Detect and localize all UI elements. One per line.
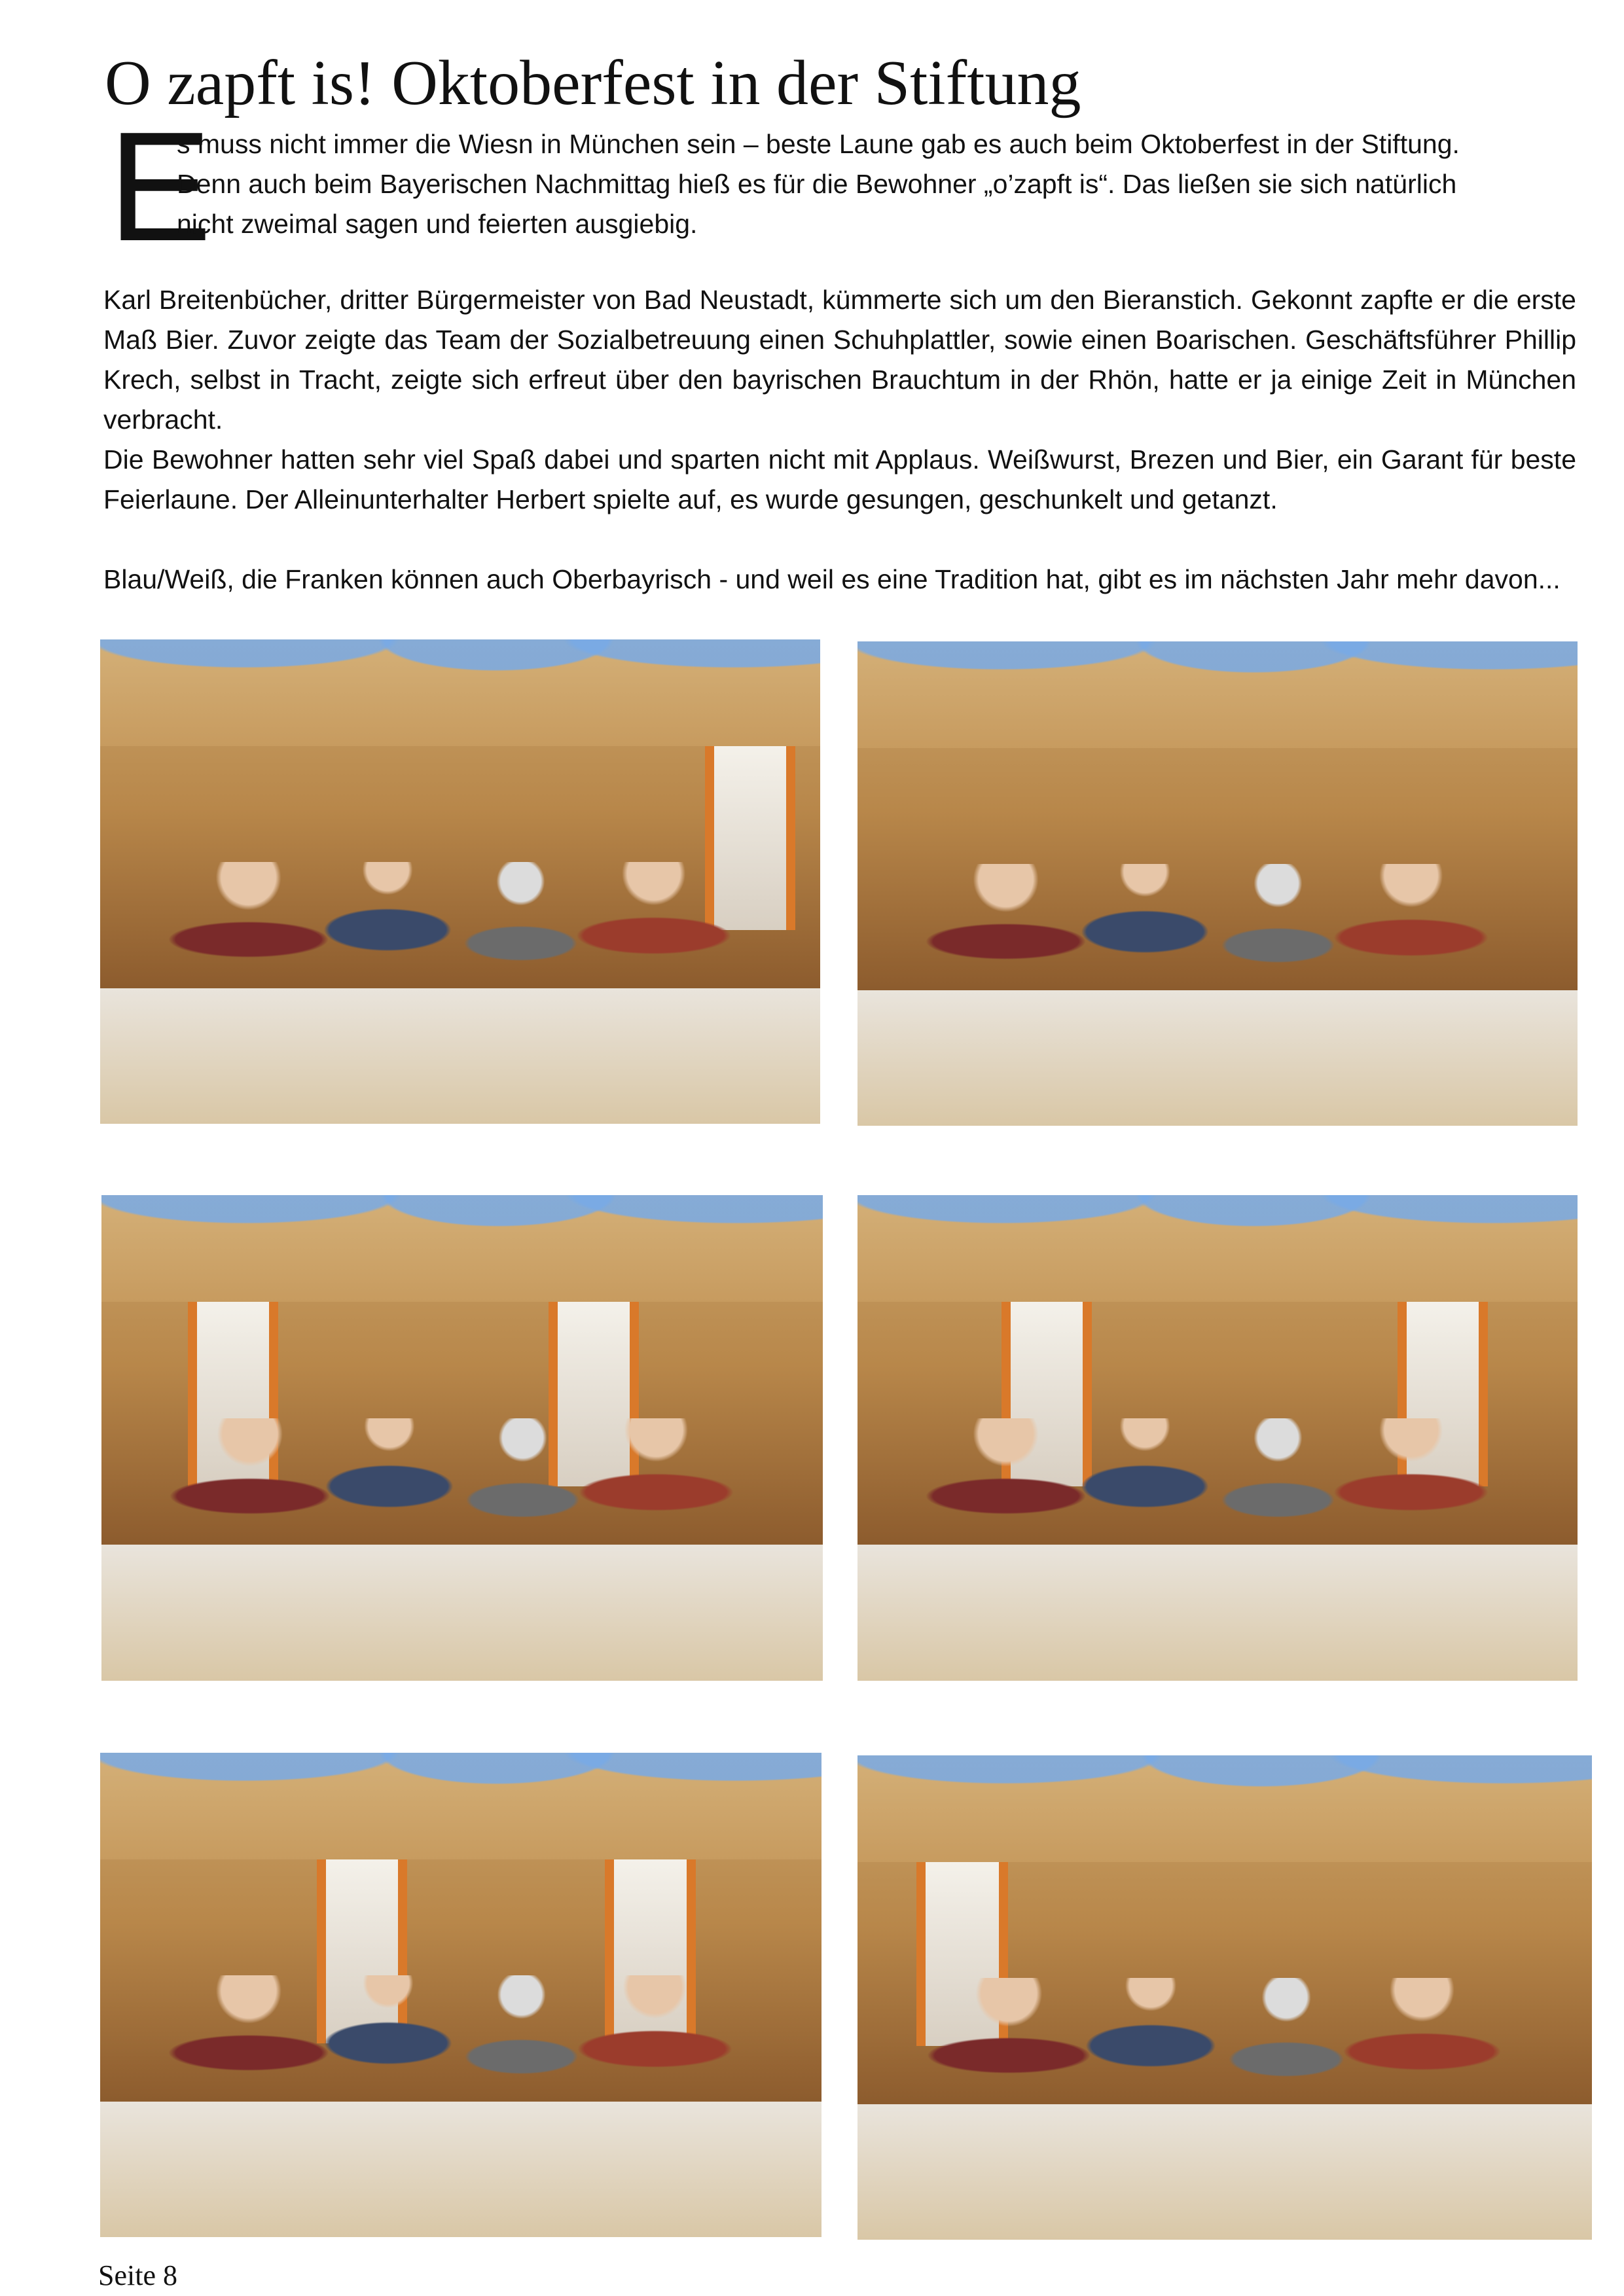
paragraph-bieranstich: Karl Breitenbücher, dritter Bürgermeister von Bad Neustadt, kümmerte sich um den Bieranstich. Gekonnt zapfte er die erste Maß Bier. Zuvor zeigte das Team der Sozialbetreuung einen Schuhplattler, sowie einen Boarischen. Geschäftsführer Phillip Krech, selbst in Tracht, zeigte sich erfreut über den bayrischen Brauchtum in der Rhön, hatte er ja einige Zeit in München verbracht. xyxy=(103,285,1576,435)
article-body xyxy=(103,280,1576,600)
intro-line: Denn auch beim Bayerischen Nachmittag hieß es für die Bewohner „o’zapft is“. Das ließen sie sich natürlich xyxy=(177,169,1457,199)
photo-residents-at-long-table xyxy=(857,1195,1578,1681)
photo-musician-and-manager-on-stage xyxy=(857,641,1578,1126)
photo-dancing-in-tracht xyxy=(857,1755,1592,2240)
page-number: Seite 8 xyxy=(98,2259,177,2291)
photo-residents-at-tables xyxy=(101,1195,823,1681)
drop-cap: E xyxy=(108,100,212,274)
article-title: O zapft is! Oktoberfest in der Stiftung xyxy=(105,48,1081,118)
photo-two-residents-seated xyxy=(100,1753,821,2237)
intro-paragraph xyxy=(177,124,1576,244)
paragraph-tradition: Blau/Weiß, die Franken können auch Oberbayrisch - und weil es eine Tradition hat, gibt es im nächsten Jahr mehr davon... xyxy=(103,564,1561,594)
photo-festive-hall-tables xyxy=(100,639,820,1124)
intro-line: s muss nicht immer die Wiesn in München sein – beste Laune gab es auch beim Oktoberfest in der Stiftung. xyxy=(177,129,1460,159)
paragraph-bewohner: Die Bewohner hatten sehr viel Spaß dabei und sparten nicht mit Applaus. Weißwurst, Brezen und Bier, ein Garant für beste Feierlaune. Der Alleinunterhalter Herbert spielte auf, es wurde gesungen, geschunkelt und getanzt. xyxy=(103,444,1576,514)
intro-line: nicht zweimal sagen und feierten ausgiebig. xyxy=(177,209,698,239)
